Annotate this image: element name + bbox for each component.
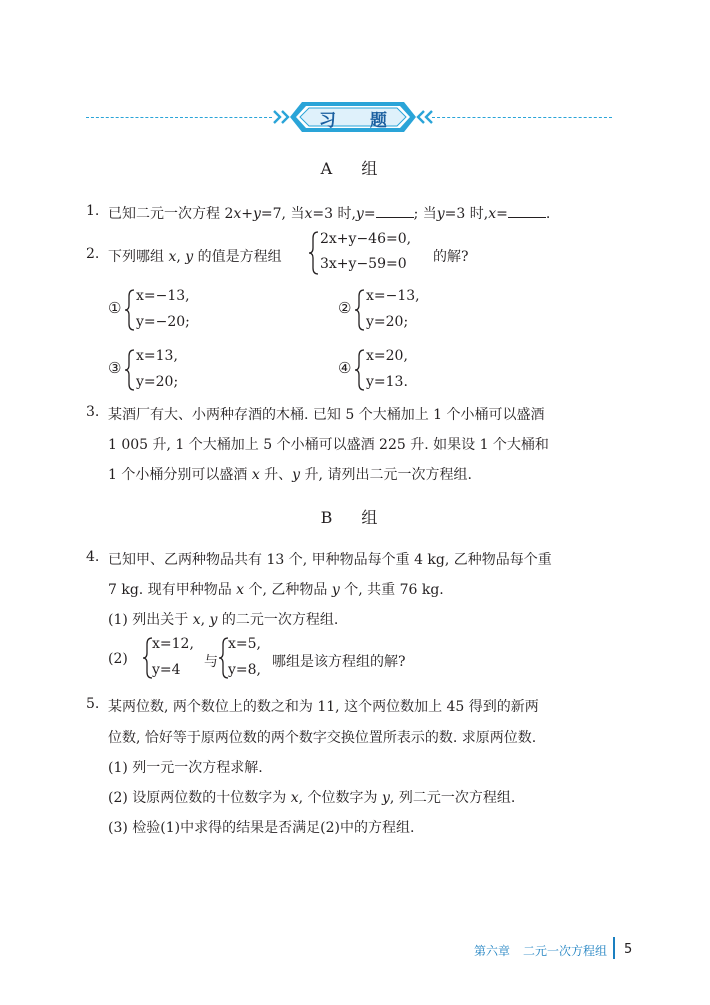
question-4-line-1: 已知甲、乙两种物品共有 13 个, 甲种物品每个重 4 kg, 乙种物品每个重 (108, 552, 552, 568)
system-a-eq-1: x=12, (152, 636, 194, 652)
system-eq-1: 2x+y−46=0, (320, 231, 412, 247)
question-5-line-2: 位数, 恰好等于原两位数的两个数字交换位置所表示的数. 求原两位数. (108, 730, 537, 746)
question-4-number: 4. (86, 549, 100, 565)
option-mark: ④ (338, 359, 352, 377)
system-eq-2: 3x+y−59=0 (320, 256, 407, 272)
page-number: 5 (624, 942, 633, 957)
option-4[interactable] (338, 346, 458, 396)
system-b-eq-1: x=5, (228, 636, 261, 652)
answer-blank-x[interactable] (508, 204, 546, 218)
banner-title: 习 题 (319, 111, 401, 131)
question-4-part-2-connector: 与 (204, 654, 218, 670)
banner-divider-left (86, 117, 272, 118)
answer-blank-y[interactable] (376, 204, 414, 218)
question-4-part-2-text: 哪组是该方程组的解? (272, 654, 406, 670)
question-3-number: 3. (86, 404, 100, 420)
brace-icon (124, 288, 136, 332)
brace-icon (354, 288, 366, 332)
footer-chapter-title: 二元一次方程组 (523, 944, 608, 958)
question-3-line-3: 1 个小桶分别可以盛酒 x 升、y 升, 请列出二元一次方程组. (108, 467, 472, 483)
option-eq-a: x=20, (366, 348, 408, 364)
option-mark: ② (338, 299, 352, 317)
candidate-system-a (142, 636, 202, 682)
option-eq-b: y=20; (136, 374, 179, 390)
question-2-text: 下列哪组 x, y 的值是方程组 (108, 249, 282, 265)
question-4-part-2-label: (2) (108, 651, 128, 667)
option-eq-a: x=−13, (136, 288, 190, 304)
question-2-number: 2. (86, 246, 100, 262)
question-5-part-1: (1) 列一元一次方程求解. (108, 760, 263, 776)
brace-icon (354, 348, 366, 392)
option-mark: ① (108, 299, 122, 317)
brace-icon (124, 348, 136, 392)
question-3-line-2: 1 005 升, 1 个大桶加上 5 个小桶可以盛酒 225 升. 如果设 1 个大桶和 (108, 437, 549, 453)
footer-chapter: 第六章 (474, 944, 511, 958)
option-2[interactable] (338, 286, 458, 336)
equation-system (308, 230, 438, 276)
question-4-line-2: 7 kg. 现有甲种物品 x 个, 乙种物品 y 个, 共重 76 kg. (108, 582, 444, 598)
question-4-part-1: (1) 列出关于 x, y 的二元一次方程组. (108, 612, 339, 628)
option-eq-b: y=−20; (136, 314, 190, 330)
question-5-number: 5. (86, 696, 100, 712)
option-eq-a: x=13, (136, 348, 178, 364)
option-3[interactable] (108, 346, 228, 396)
question-1-text: 已知二元一次方程 2x+y=7, 当x=3 时,y= ; 当y=3 时,x= . (108, 206, 551, 222)
banner-divider-right (432, 117, 612, 118)
system-a-eq-2: y=4 (152, 662, 181, 678)
option-1[interactable] (108, 286, 228, 336)
brace-icon (308, 230, 320, 276)
question-5-part-2: (2) 设原两位数的十位数字为 x, 个位数字为 y, 列二元一次方程组. (108, 790, 516, 806)
question-2-tail: 的解? (433, 249, 469, 265)
option-eq-a: x=−13, (366, 288, 420, 304)
option-mark: ③ (108, 359, 122, 377)
option-eq-b: y=13. (366, 374, 408, 390)
group-a-title: A 组 (320, 159, 390, 178)
question-1-number: 1. (86, 203, 100, 219)
question-5-part-3: (3) 检验(1)中求得的结果是否满足(2)中的方程组. (108, 820, 415, 836)
group-b-title: B 组 (320, 508, 390, 527)
candidate-system-b (218, 636, 278, 682)
question-5-line-1: 某两位数, 两个数位上的数之和为 11, 这个两位数加上 45 得到的新两 (108, 699, 539, 715)
footer-divider (613, 937, 615, 959)
option-eq-b: y=20; (366, 314, 409, 330)
question-3-line-1: 某酒厂有大、小两种存酒的木桶. 已知 5 个大桶加上 1 个小桶可以盛酒 (108, 407, 545, 423)
system-b-eq-2: y=8, (228, 662, 261, 678)
